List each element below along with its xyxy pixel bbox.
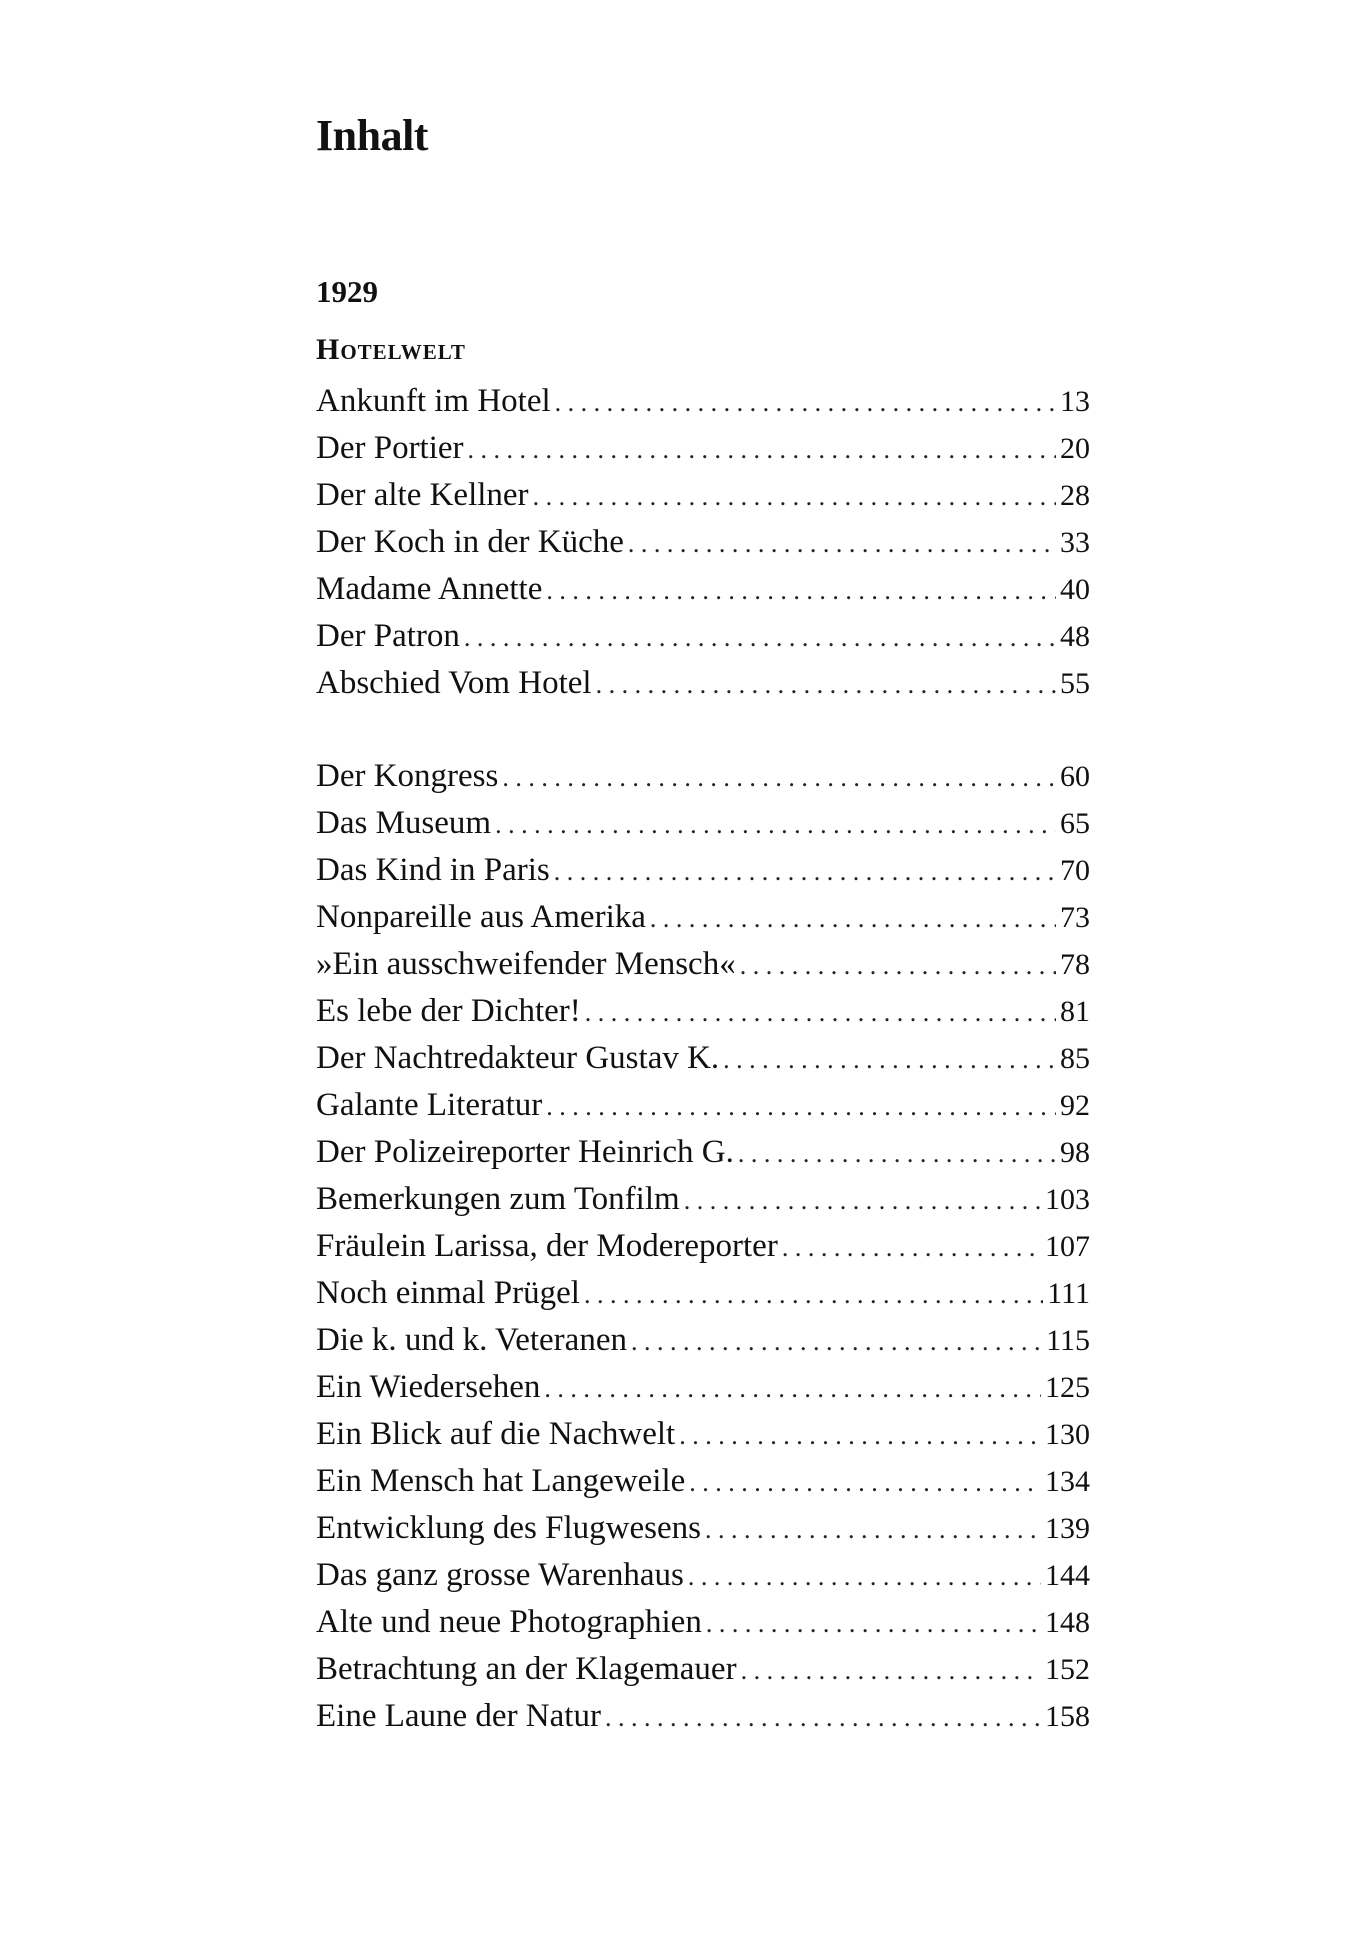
dot-leader	[631, 1318, 1042, 1365]
toc-entry-title: Fräulein Larissa, der Modereporter	[316, 1228, 778, 1264]
toc-entry-page: 48	[1060, 620, 1090, 653]
toc-entry-title: Betrachtung an der Klagemauer	[316, 1651, 737, 1687]
toc-entry-page: 33	[1060, 526, 1090, 559]
toc-entry-page: 65	[1060, 807, 1090, 840]
toc-list-hotelwelt	[316, 378, 1090, 707]
toc-entry-title: Der Koch in der Küche	[316, 524, 624, 560]
toc-entry[interactable]	[316, 472, 1090, 519]
dot-leader	[495, 801, 1056, 848]
toc-entry[interactable]	[316, 1458, 1090, 1505]
toc-entry-page: 78	[1060, 948, 1090, 981]
dot-leader	[555, 379, 1056, 426]
toc-entry[interactable]	[316, 800, 1090, 847]
toc-entry-page: 70	[1060, 854, 1090, 887]
toc-entry[interactable]	[316, 1411, 1090, 1458]
toc-entry[interactable]	[316, 1176, 1090, 1223]
toc-entry-title: Ein Blick auf die Nachwelt	[316, 1416, 676, 1452]
dot-leader	[628, 520, 1056, 567]
toc-entry-title: Der Portier	[316, 430, 464, 466]
toc-entry[interactable]	[316, 753, 1090, 800]
toc-entry[interactable]	[316, 519, 1090, 566]
toc-entry-title: Der Polizeireporter Heinrich G.	[316, 1134, 734, 1170]
toc-entry-title: Das ganz grosse Warenhaus	[316, 1557, 684, 1593]
toc-entry-title: Madame Annette	[316, 571, 543, 607]
toc-entry-page: 60	[1060, 760, 1090, 793]
toc-entry-title: Ein Mensch hat Langeweile	[316, 1463, 686, 1499]
toc-entry[interactable]	[316, 847, 1090, 894]
toc-entry[interactable]	[316, 1317, 1090, 1364]
toc-entry-title: Die k. und k. Veteranen	[316, 1322, 627, 1358]
toc-entry-page: 111	[1047, 1277, 1090, 1310]
toc-entry[interactable]	[316, 988, 1090, 1035]
toc-entry[interactable]	[316, 1646, 1090, 1693]
toc-entry-page: 98	[1060, 1136, 1090, 1169]
toc-entry-page: 28	[1060, 479, 1090, 512]
toc-entry-page: 20	[1060, 432, 1090, 465]
toc-entry-title: Ein Wiedersehen	[316, 1369, 541, 1405]
toc-entry-page: 139	[1045, 1512, 1090, 1545]
toc-entry[interactable]	[316, 1693, 1090, 1740]
dot-leader	[706, 1600, 1041, 1647]
dot-leader	[585, 989, 1056, 1036]
toc-entry-title: Galante Literatur	[316, 1087, 543, 1123]
toc-entry[interactable]	[316, 613, 1090, 660]
toc-entry-page: 40	[1060, 573, 1090, 606]
toc-entry-title: Das Kind in Paris	[316, 852, 550, 888]
toc-entry-page: 81	[1060, 995, 1090, 1028]
toc-entry-page: 103	[1045, 1183, 1090, 1216]
toc-entry-title: Das Museum	[316, 805, 492, 841]
section-heading: Hotelwelt	[316, 333, 466, 366]
dot-leader	[738, 1130, 1056, 1177]
toc-entry[interactable]	[316, 941, 1090, 988]
toc-entry[interactable]	[316, 425, 1090, 472]
toc-entry-page: 125	[1045, 1371, 1090, 1404]
toc-entry[interactable]	[316, 1599, 1090, 1646]
toc-entry[interactable]	[316, 1035, 1090, 1082]
toc-entry[interactable]	[316, 1552, 1090, 1599]
toc-entry-title: Der Nachtredakteur Gustav K.	[316, 1040, 720, 1076]
toc-entry-title: Eine Laune der Natur	[316, 1698, 601, 1734]
dot-leader	[705, 1506, 1041, 1553]
toc-entry-title: Es lebe der Dichter!	[316, 993, 581, 1029]
toc-entry-title: Entwicklung des Flugwesens	[316, 1510, 701, 1546]
toc-entry-page: 152	[1045, 1653, 1090, 1686]
toc-entry-title: Nonpareille aus Amerika	[316, 899, 646, 935]
toc-entry-title: Ankunft im Hotel	[316, 383, 551, 419]
dot-leader	[596, 661, 1056, 708]
toc-entry[interactable]	[316, 894, 1090, 941]
dot-leader	[554, 848, 1056, 895]
dot-leader	[723, 1036, 1056, 1083]
dot-leader	[650, 895, 1056, 942]
dot-leader	[740, 942, 1056, 989]
toc-entry-page: 134	[1045, 1465, 1090, 1498]
toc-entry-page: 144	[1045, 1559, 1090, 1592]
toc-entry-page: 158	[1045, 1700, 1090, 1733]
toc-entry-title: Noch einmal Prügel	[316, 1275, 580, 1311]
dot-leader	[546, 567, 1056, 614]
dot-leader	[605, 1694, 1041, 1741]
toc-entry-title: Der Kongress	[316, 758, 499, 794]
toc-entry-page: 13	[1060, 385, 1090, 418]
toc-entry[interactable]	[316, 1270, 1090, 1317]
toc-entry-title: Bemerkungen zum Tonfilm	[316, 1181, 680, 1217]
dot-leader	[584, 1271, 1043, 1318]
dot-leader	[741, 1647, 1041, 1694]
toc-entry-title: Alte und neue Photographien	[316, 1604, 702, 1640]
toc-entry[interactable]	[316, 1082, 1090, 1129]
year-heading: 1929	[316, 274, 378, 309]
toc-list-main	[316, 753, 1090, 1740]
toc-entry-title: »Ein ausschweifender Mensch«	[316, 946, 736, 982]
toc-entry[interactable]	[316, 660, 1090, 707]
dot-leader	[546, 1083, 1056, 1130]
dot-leader	[782, 1224, 1041, 1271]
dot-leader	[688, 1553, 1041, 1600]
toc-entry-page: 115	[1046, 1324, 1090, 1357]
dot-leader	[502, 754, 1056, 801]
toc-entry-title: Der Patron	[316, 618, 460, 654]
dot-leader	[464, 614, 1056, 661]
toc-entry[interactable]	[316, 1505, 1090, 1552]
dot-leader	[533, 473, 1056, 520]
toc-entry-page: 73	[1060, 901, 1090, 934]
toc-entry[interactable]	[316, 1223, 1090, 1270]
dot-leader	[679, 1412, 1041, 1459]
dot-leader	[468, 426, 1056, 473]
dot-leader	[684, 1177, 1041, 1224]
dot-leader	[544, 1365, 1041, 1412]
toc-entry-page: 130	[1045, 1418, 1090, 1451]
toc-entry[interactable]	[316, 566, 1090, 613]
toc-entry-page: 148	[1045, 1606, 1090, 1639]
toc-entry-title: Abschied Vom Hotel	[316, 665, 592, 701]
toc-entry[interactable]	[316, 1129, 1090, 1176]
toc-entry[interactable]	[316, 1364, 1090, 1411]
dot-leader	[689, 1459, 1041, 1506]
page-title: Inhalt	[316, 111, 428, 160]
toc-entry-title: Der alte Kellner	[316, 477, 529, 513]
toc-entry[interactable]	[316, 378, 1090, 425]
toc-entry-page: 55	[1060, 667, 1090, 700]
toc-entry-page: 107	[1045, 1230, 1090, 1263]
toc-entry-page: 85	[1060, 1042, 1090, 1075]
toc-entry-page: 92	[1060, 1089, 1090, 1122]
